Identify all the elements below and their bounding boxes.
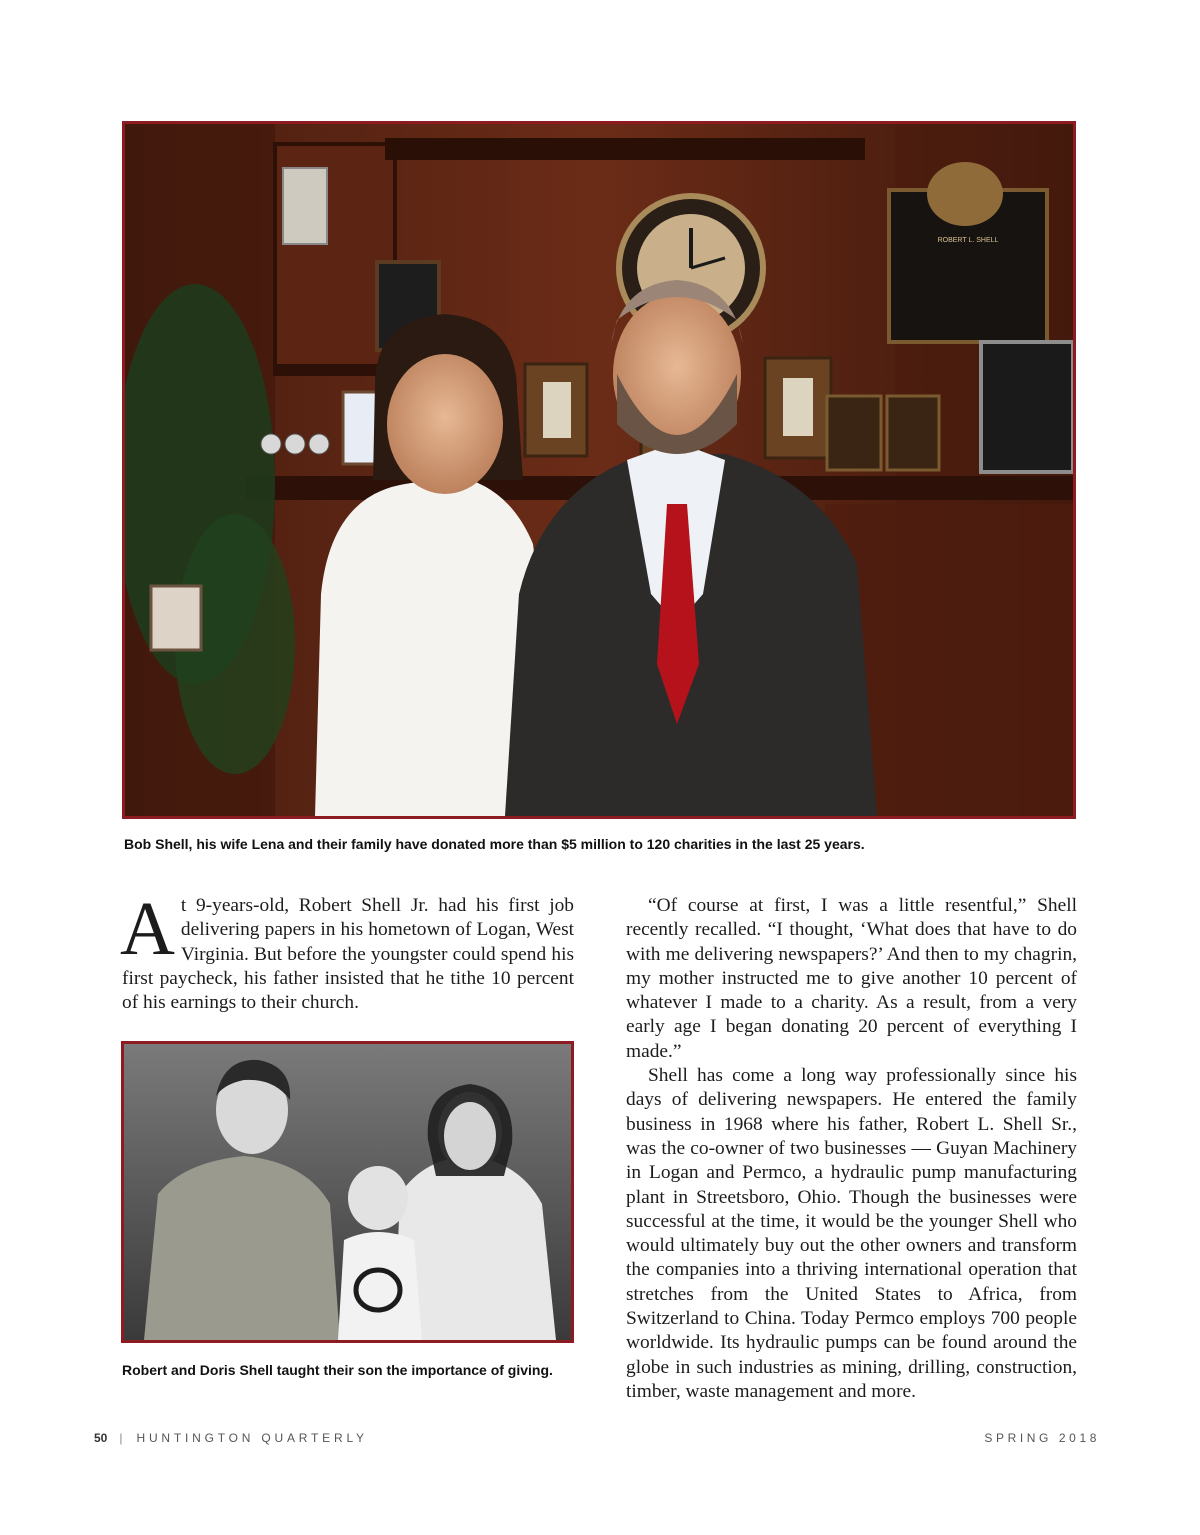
article-paragraph: Shell has come a long way professionally since his days of delivering newspapers. He entered the family business in 1968 where his father, Robert L. Shell Sr., was the co-owner of two businesses — Guyan Machinery in Logan and Permco, a hydraulic pump manufacturing plant in Streetsboro, Ohio. Though the businesses were successful at the time, it would be the younger Shell who would ultimately buy out the other owners and transform the companies into a thriving international operation that stretches from the United States to Africa, from Switzerland to China. Today Permco employs 700 people worldwide. Its hydraulic pumps can be found around the globe in such industries as mining, drilling, construction, timber, waste management and more. xyxy=(626,1065,1077,1402)
plaque-name: ROBERT L. SHELL xyxy=(937,237,999,244)
page-footer-left xyxy=(94,1431,368,1445)
main-photo-illustration xyxy=(125,124,1073,816)
footer-separator: | xyxy=(119,1431,123,1445)
publication-name: HUNTINGTON QUARTERLY xyxy=(136,1431,368,1445)
family-photo xyxy=(121,1041,574,1343)
intro-text: t 9-years-old, Robert Shell Jr. had his first job delivering papers in his hometown of Logan, West Virginia. But before the youngster could spend his first paycheck, his father insisted that he tithe 10 percent of his earnings to their church. xyxy=(122,895,574,1014)
page-number: 50 xyxy=(94,1431,108,1445)
main-photo xyxy=(122,121,1076,819)
family-photo-illustration xyxy=(124,1044,571,1340)
main-photo-caption: Bob Shell, his wife Lena and their family have donated more than $5 million to 120 charities in the last 25 years. xyxy=(124,836,865,852)
article-body xyxy=(626,894,1077,1404)
article-intro xyxy=(120,887,574,1015)
article-paragraph: “Of course at first, I was a little resentful,” Shell recently recalled. “I thought, ‘What does that have to do with me delivering newspapers?’ And then to my chagrin, my mother instructed me to give another 10 percent of whatever I made to a charity. As a result, from a very early age I began donating 20 percent of everything I made.” xyxy=(626,895,1077,1062)
drop-cap: A xyxy=(120,887,175,971)
family-photo-caption: Robert and Doris Shell taught their son the importance of giving. xyxy=(122,1362,553,1378)
issue-label: SPRING 2018 xyxy=(984,1431,1100,1445)
